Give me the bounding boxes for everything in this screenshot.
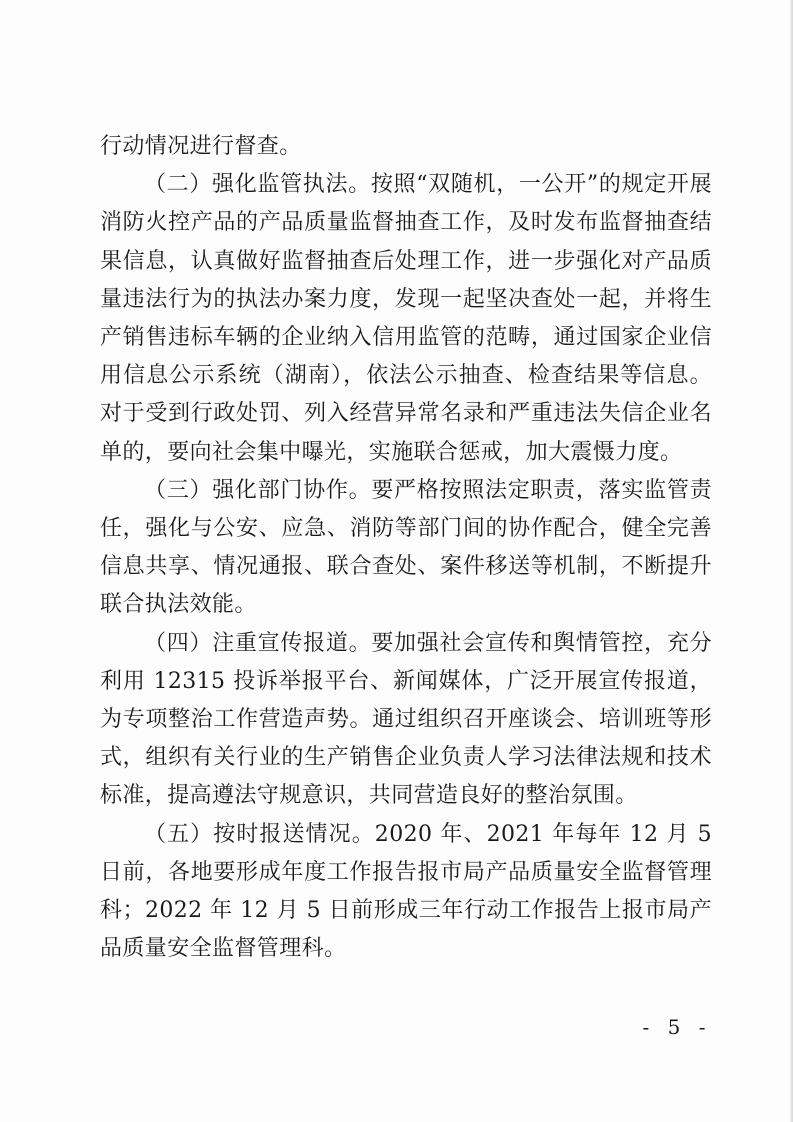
paragraph-heading: （二）强化监管执法。	[144, 172, 371, 198]
paragraph-text: 按照“双随机，一公开”的规定开展消防火控产品的产品质量监督抽查工作，及时发布监督抽查结果信息，认真做好监督抽查后处理工作，进一步强化对产品质量违法行为的执法办案力度，发现一起坚决查处一起，并将生产销售违标车辆的企业纳入信用监管的范畴，通过国家企业信用信息公示系统（湖南），依法公示抽查、检查结果等信息。对于受到行政处罚、列入经营异常名录和严重违法失信企业名单的，要向社会集中曝光，实施联合惩戒，加大震慑力度。	[100, 172, 712, 465]
page-number: - 5 -	[642, 1015, 712, 1039]
paragraph-text: 要加强社会宣传和舆情管控，充分利用 12315 投诉举报平台、新闻媒体，广泛开展宣传报道，为专项整治工作营造声势。通过组织召开座谈会、培训班等形式，组织有关行业的生产销售企业负责人学习法律法规和技术标准，提高遵法守规意识，共同营造良好的整治氛围。	[100, 630, 712, 809]
paragraph-heading: （四）注重宣传报道。	[144, 630, 372, 656]
paragraph-heading: （五）按时报送情况。	[144, 821, 375, 847]
paragraph-continuation	[100, 128, 712, 166]
paragraph-text: 行动情况进行督查。	[100, 134, 302, 159]
document-body	[100, 128, 712, 968]
paragraph-text: 2020 年、2021 年每年 12 月 5 日前，各地要形成年度工作报告报市局产品质量安全监督管理科；2022 年 12 月 5 日前形成三年行动工作报告上报市局产品质量安全监督管理科。	[100, 821, 712, 962]
paragraph-reporting	[100, 816, 712, 969]
paragraph-heading: （三）强化部门协作。	[144, 477, 372, 503]
paragraph-text: 要严格按照法定职责，落实监管责任，强化与公安、应急、消防等部门间的协作配合，健全完善信息共享、情况通报、联合查处、案件移送等机制，不断提升联合执法效能。	[100, 477, 712, 618]
paragraph-enforcement	[100, 166, 712, 472]
paragraph-publicity	[100, 625, 712, 816]
paragraph-cooperation	[100, 472, 712, 625]
